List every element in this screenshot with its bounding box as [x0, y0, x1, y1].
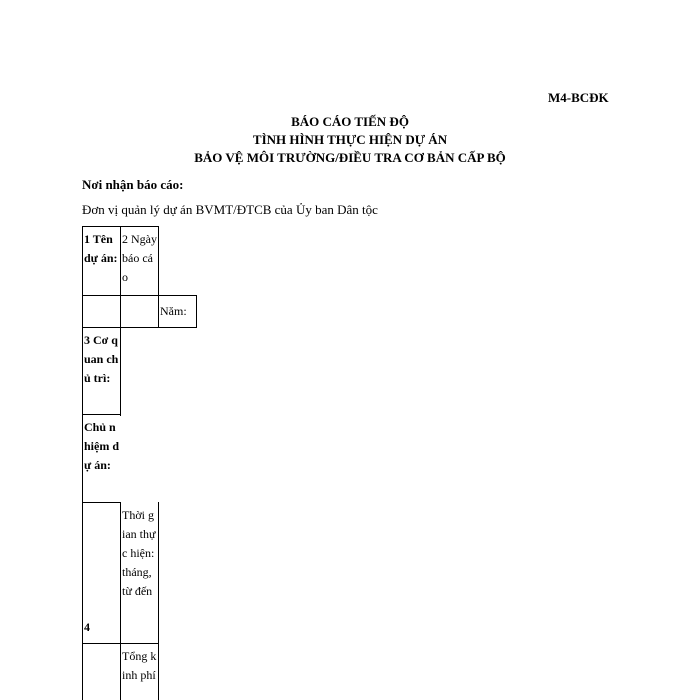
section-4-cell: 4 — [84, 620, 90, 634]
year-cell: Năm: — [160, 304, 187, 318]
duration-cell: Thời gian thực hiện: tháng, từ đến — [122, 508, 156, 598]
title-line-2: TÌNH HÌNH THỰC HIỆN DỰ ÁN — [252, 132, 448, 147]
title-line-1: BÁO CÁO TIẾN ĐỘ — [291, 114, 409, 129]
table-rule — [158, 502, 159, 700]
project-name-cell: 1 Tên dự án: — [84, 232, 118, 265]
total-budget-cell: Tổng kinh phí — [122, 649, 157, 682]
recipient-label: Nơi nhận báo cáo: — [82, 177, 184, 192]
title-line-3: BẢO VỆ MÔI TRƯỜNG/ĐIỀU TRA CƠ BẢN CẤP BỘ — [194, 150, 506, 165]
project-lead-cell: Chủ nhiệm dự án: — [84, 420, 120, 472]
recipient-value: Đơn vị quản lý dự án BVMT/ĐTCB của Ủy ban Dân tộc — [82, 202, 378, 217]
host-agency-cell: 3 Cơ quan chủ trì: — [84, 333, 119, 385]
report-date-cell: 2 Ngày báo cáo — [122, 232, 157, 284]
document-title — [0, 113, 700, 167]
table-rule — [82, 502, 120, 503]
table-rule — [196, 295, 197, 328]
form-code: M4-BCĐK — [548, 90, 609, 105]
